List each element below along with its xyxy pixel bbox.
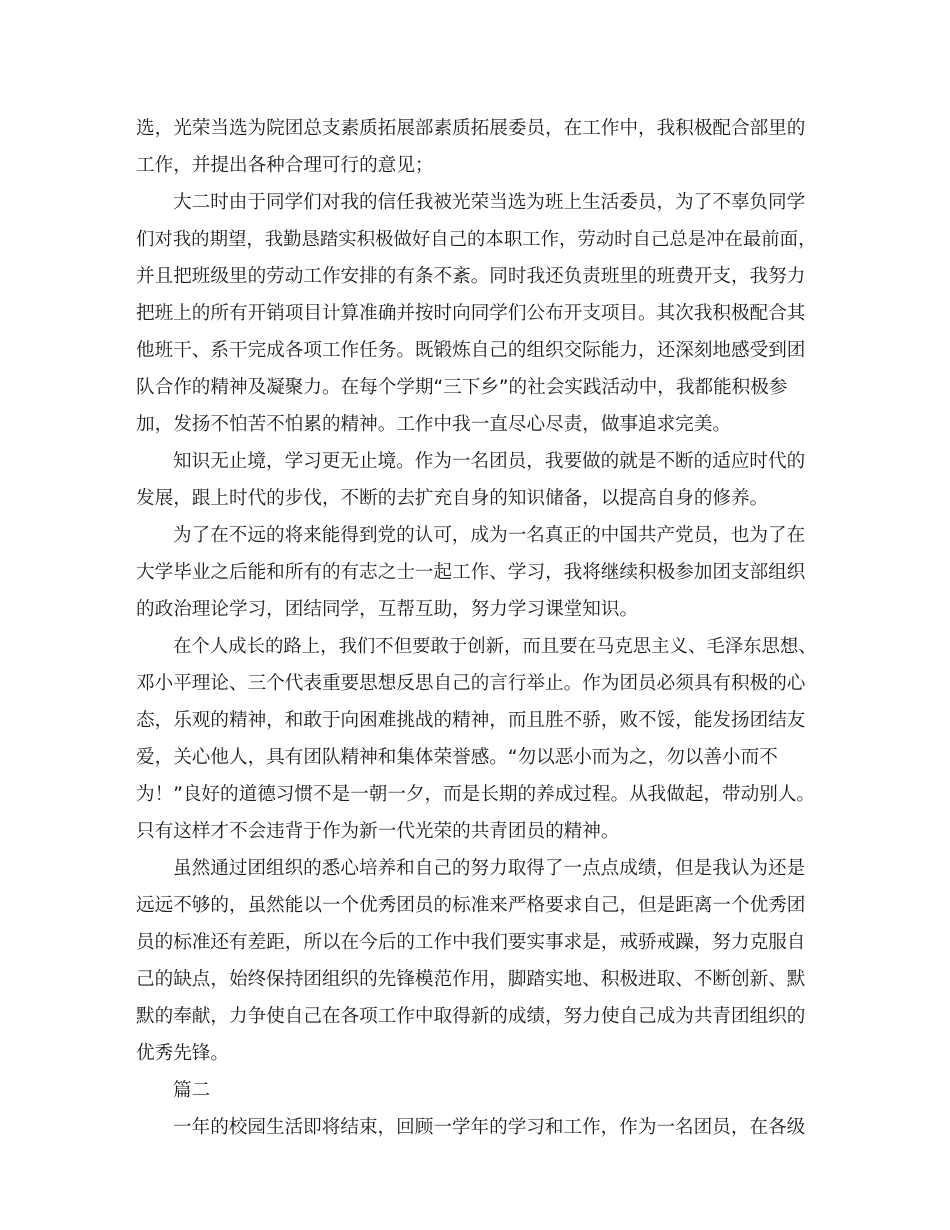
text-line: 大二时由于同学们对我的信任我被光荣当选为班上生活委员，为了不辜负同学 bbox=[173, 192, 806, 213]
text-line: 态，乐观的精神，和敢于向困难挑战的精神，而且胜不骄，败不馁，能发扬团结友 bbox=[136, 710, 806, 731]
text-line: 为！”良好的道德习惯不是一朝一夕，而是长期的养成过程。从我做起，带动别人。 bbox=[136, 784, 816, 805]
text-line: 一年的校园生活即将结束，回顾一学年的学习和工作，作为一名团员，在各级 bbox=[173, 1117, 806, 1138]
text-line: 只有这样才不会违背于作为新一代光荣的共青团员的精神。 bbox=[136, 821, 620, 842]
text-line: 优秀先锋。 bbox=[136, 1043, 229, 1064]
text-line: 们对我的期望，我勤恳踏实积极做好自己的本职工作，劳动时自己总是冲在最前面， bbox=[136, 229, 817, 250]
section-heading: 篇二 bbox=[173, 1080, 211, 1101]
text-line: 工作，并提出各种合理可行的意见； bbox=[136, 155, 434, 176]
text-line: 爱，关心他人，具有团队精神和集体荣誉感。“勿以恶小而为之，勿以善小而不 bbox=[136, 747, 778, 768]
text-line: 把班上的所有开销项目计算准确并按时向同学们公布开支项目。其次我积极配合其 bbox=[136, 303, 806, 324]
text-line: 在个人成长的路上，我们不但要敢于创新，而且要在马克思主义、毛泽东思想、 bbox=[173, 636, 817, 657]
text-line: 远远不够的，虽然能以一个优秀团员的标准来严格要求自己，但是距离一个优秀团 bbox=[136, 895, 806, 916]
text-line: 虽然通过团组织的悉心培养和自己的努力取得了一点点成绩，但是我认为还是 bbox=[173, 858, 806, 879]
text-line: 队合作的精神及凝聚力。在每个学期“三下乡”的社会实践活动中，我都能积极参 bbox=[136, 377, 788, 398]
text-line: 加，发扬不怕苦不怕累的精神。工作中我一直尽心尽责，做事追求完美。 bbox=[136, 414, 732, 435]
text-line: 大学毕业之后能和所有的有志之士一起工作、学习，我将继续积极参加团支部组织 bbox=[136, 562, 806, 583]
text-line: 选，光荣当选为院团总支素质拓展部素质拓展委员，在工作中，我积极配合部里的 bbox=[136, 118, 806, 139]
text-line: 默的奉献，力争使自己在各项工作中取得新的成绩，努力使自己成为共青团组织的 bbox=[136, 1006, 806, 1027]
text-line: 知识无止境，学习更无止境。作为一名团员，我要做的就是不断的适应时代的 bbox=[173, 451, 806, 472]
text-line: 己的缺点，始终保持团组织的先锋模范作用，脚踏实地、积极进取、不断创新、默 bbox=[136, 969, 806, 990]
text-line: 员的标准还有差距，所以在今后的工作中我们要实事求是，戒骄戒躁，努力克服自 bbox=[136, 932, 806, 953]
text-line: 他班干、系干完成各项工作任务。既锻炼自己的组织交际能力，还深刻地感受到团 bbox=[136, 340, 806, 361]
text-line: 为了在不远的将来能得到党的认可，成为一名真正的中国共产党员，也为了在 bbox=[173, 525, 806, 546]
text-line: 并且把班级里的劳动工作安排的有条不紊。同时我还负责班里的班费开支，我努力 bbox=[136, 266, 806, 287]
text-line: 的政治理论学习，团结同学，互帮互助，努力学习课堂知识。 bbox=[136, 599, 639, 620]
text-line: 邓小平理论、三个代表重要思想反思自己的言行举止。作为团员必须具有积极的心 bbox=[136, 673, 806, 694]
text-line: 发展，跟上时代的步伐，不断的去扩充自身的知识储备，以提高自身的修养。 bbox=[136, 488, 769, 509]
